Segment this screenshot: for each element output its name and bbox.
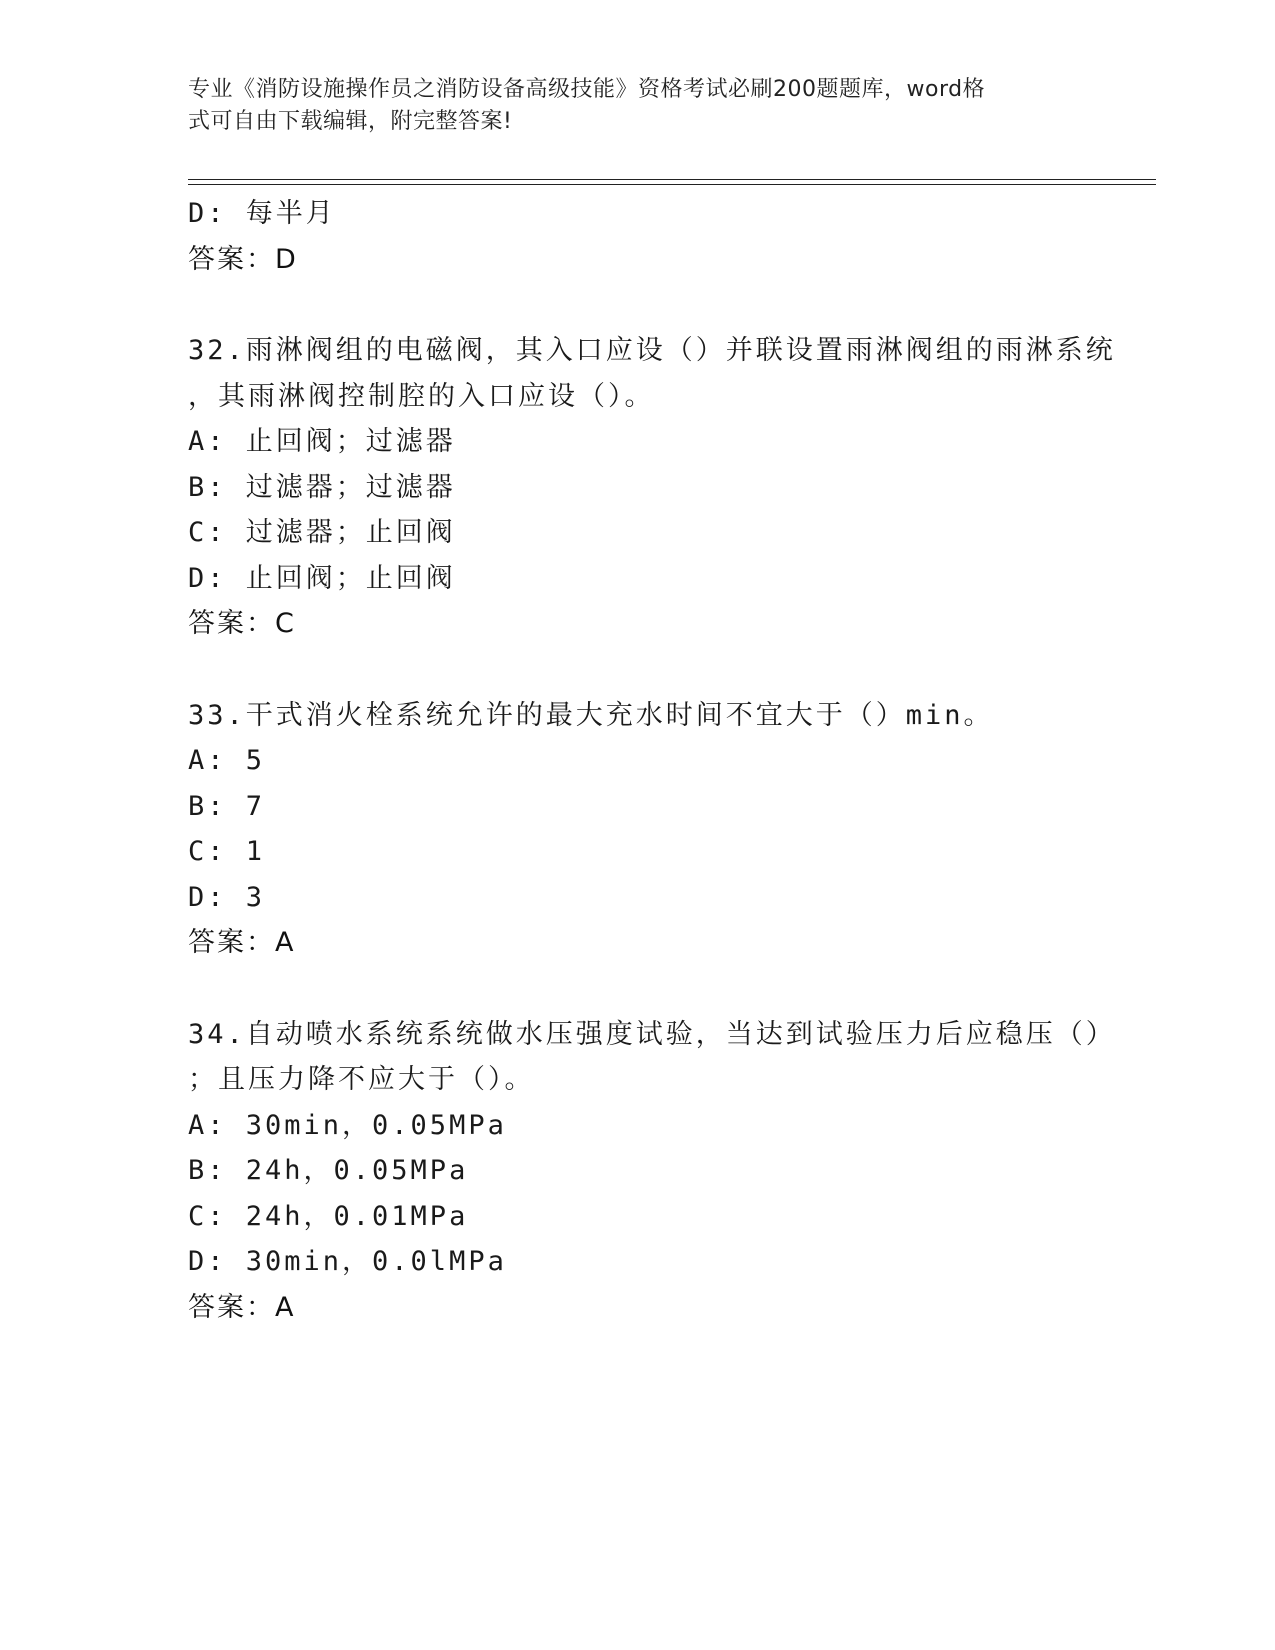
question-block [188, 1012, 1116, 1331]
option-b: B: 24h，0.05MPa [188, 1155, 469, 1186]
question-stem: 33.干式消火栓系统允许的最大充水时间不宜大于（）min。 [188, 699, 994, 731]
option-d: D: 30min，0.0lMPa [188, 1246, 507, 1277]
header-rule-top [188, 179, 1156, 180]
header-rule-bottom [188, 184, 1156, 185]
header-line-2: 式可自由下载编辑，附完整答案! [188, 109, 513, 134]
option-d: D: 3 [188, 881, 266, 913]
answer-line: 答案：C [188, 608, 296, 639]
question-stem-continued: ，其雨淋阀控制腔的入口应设（）。 [188, 380, 655, 412]
question-stem: 34.自动喷水系统系统做水压强度试验，当达到试验压力后应稳压（） [188, 1018, 1116, 1050]
option-b: B: 7 [188, 790, 266, 822]
option-d: D: 止回阀；止回阀 [188, 562, 456, 594]
question-stem: 32.雨淋阀组的电磁阀，其入口应设（）并联设置雨淋阀组的雨淋系统 [188, 335, 1116, 366]
question-block [188, 328, 1116, 647]
question-spacer [188, 966, 1088, 1012]
option-a: A: 5 [188, 745, 266, 776]
question-content [188, 191, 1116, 1330]
option-d: D: 每半月 [188, 198, 336, 229]
answer-line: 答案：A [188, 927, 296, 958]
option-b: B: 过滤器；过滤器 [188, 471, 456, 503]
option-a: A: 止回阀；过滤器 [188, 426, 456, 457]
option-a: A: 30min，0.05MPa [188, 1109, 507, 1141]
question-spacer [188, 282, 1088, 328]
header-line-1: 专业《消防设施操作员之消防设备高级技能》资格考试必刷200题题库，word格 [188, 77, 986, 102]
question-block [188, 693, 1088, 966]
document-header [188, 74, 1068, 138]
question-spacer [188, 647, 1088, 693]
option-c: C: 24h，0.01MPa [188, 1200, 469, 1232]
answer-line: 答案：D [188, 243, 298, 275]
answer-line: 答案：A [188, 1291, 296, 1323]
option-c: C: 1 [188, 836, 266, 867]
option-c: C: 过滤器；止回阀 [188, 517, 456, 548]
question-stem-continued: ；且压力降不应大于（）。 [188, 1064, 535, 1095]
